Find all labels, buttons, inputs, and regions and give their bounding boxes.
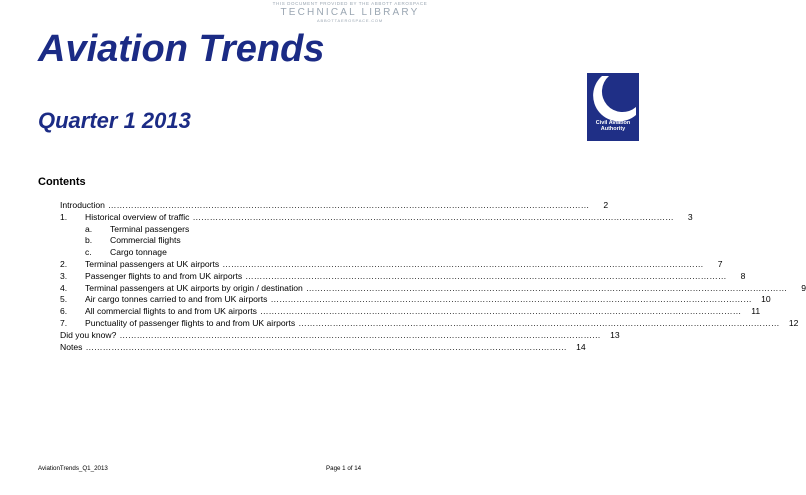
page-subtitle: Quarter 1 2013 <box>38 108 191 133</box>
toc-leader: …………………………………………………………………………………………………………………………………………………… <box>119 329 601 340</box>
toc-entry-punctuality[interactable] <box>60 317 799 330</box>
toc-page-number: 10 <box>761 294 771 305</box>
toc-page-number: 9 <box>801 282 806 293</box>
toc-label: Passenger flights to and from UK airports <box>85 270 243 281</box>
watermark-top-text: THIS DOCUMENT PROVIDED BY THE ABBOTT AEROSPACE <box>272 1 428 6</box>
watermark <box>0 2 700 23</box>
contents-heading: Contents <box>38 176 86 188</box>
toc-leader: …………………………………………………………………………………………………………………………………………………… <box>270 294 752 305</box>
toc-leader: …………………………………………………………………………………………………………………………………………………… <box>192 211 674 222</box>
toc-subentry-commercial-flights[interactable] <box>60 235 412 247</box>
toc-label: All commercial flights to and from UK airports <box>85 306 257 317</box>
toc-page-number: 14 <box>576 341 586 352</box>
toc-subentry-cargo-tonnage[interactable] <box>60 247 412 259</box>
toc-label: Historical overview of traffic <box>85 211 190 222</box>
toc-leader: …………………………………………………………………………………………………………………………………………………… <box>245 270 727 281</box>
toc-label: Terminal passengers at UK airports <box>85 258 220 269</box>
toc-label: Commercial flights <box>110 235 181 246</box>
toc-number: 2. <box>60 258 68 269</box>
toc-entry-did-you-know[interactable] <box>60 329 620 342</box>
toc-number: b. <box>85 235 93 246</box>
toc-label: Did you know? <box>60 329 117 340</box>
watermark-main-text: TECHNICAL LIBRARY <box>280 6 420 18</box>
toc-label: Terminal passengers at UK airports by origin / destination <box>85 282 303 293</box>
table-of-contents <box>60 200 806 353</box>
toc-page-number: 8 <box>740 270 746 281</box>
logo-line-1: Civil Aviation <box>595 120 631 126</box>
toc-label: Notes <box>60 341 83 352</box>
caa-logo <box>587 73 639 141</box>
toc-page-number: 7 <box>717 258 723 269</box>
toc-leader: …………………………………………………………………………………………………………………………………………………… <box>305 282 788 293</box>
watermark-sub-text: ABBOTTAEROSPACE.COM <box>317 17 383 23</box>
footer-page-number: Page 1 of 14 <box>326 465 362 472</box>
toc-page-number: 13 <box>610 329 620 340</box>
toc-label: Punctuality of passenger flights to and from UK airports <box>85 317 296 328</box>
toc-number: 3. <box>60 270 68 281</box>
toc-entry-historical-overview[interactable] <box>60 211 693 224</box>
toc-number: 1. <box>60 211 68 222</box>
toc-label: Terminal passengers <box>110 223 190 234</box>
toc-page-number: 3 <box>687 211 693 222</box>
toc-leader: …………………………………………………………………………………………………………………………………………………… <box>222 258 704 269</box>
toc-label: Cargo tonnage <box>110 247 167 258</box>
toc-leader: …………………………………………………………………………………………………………………………………………………… <box>85 341 567 352</box>
toc-entry-commercial-flights[interactable] <box>60 306 761 318</box>
toc-subentry-terminal-passengers[interactable] <box>60 224 412 236</box>
toc-number: 5. <box>60 294 68 305</box>
toc-number: 6. <box>60 306 68 317</box>
page-title: Aviation Trends <box>38 28 325 70</box>
toc-number: a. <box>85 223 93 234</box>
toc-label: Air cargo tonnes carried to and from UK airports <box>85 294 268 305</box>
toc-entry-origin-destination[interactable] <box>60 282 806 295</box>
toc-label: Introduction <box>60 200 105 210</box>
logo-line-2: Authority <box>600 126 626 133</box>
toc-entry-air-cargo[interactable] <box>60 294 771 306</box>
toc-number: c. <box>85 247 92 258</box>
toc-entry-terminal-passengers-uk[interactable] <box>60 258 723 271</box>
toc-page-number: 2 <box>603 200 609 210</box>
toc-leader: …………………………………………………………………………………………………………………………………………………… <box>298 317 780 328</box>
toc-page-number: 11 <box>751 306 761 317</box>
toc-page-number: 12 <box>788 317 799 328</box>
toc-entry-passenger-flights[interactable] <box>60 270 746 283</box>
toc-leader: …………………………………………………………………………………………………………………………………………………… <box>107 200 590 210</box>
logo-text <box>587 120 639 133</box>
toc-number: 7. <box>60 317 68 328</box>
footer-document-name: AviationTrends_Q1_2013 <box>38 465 108 472</box>
toc-number: 4. <box>60 282 68 293</box>
caa-emblem-icon <box>587 73 639 121</box>
toc-entry-notes[interactable] <box>60 341 586 354</box>
toc-entry-introduction[interactable] <box>60 200 609 212</box>
toc-leader: …………………………………………………………………………………………………………………………………………………… <box>259 306 742 317</box>
